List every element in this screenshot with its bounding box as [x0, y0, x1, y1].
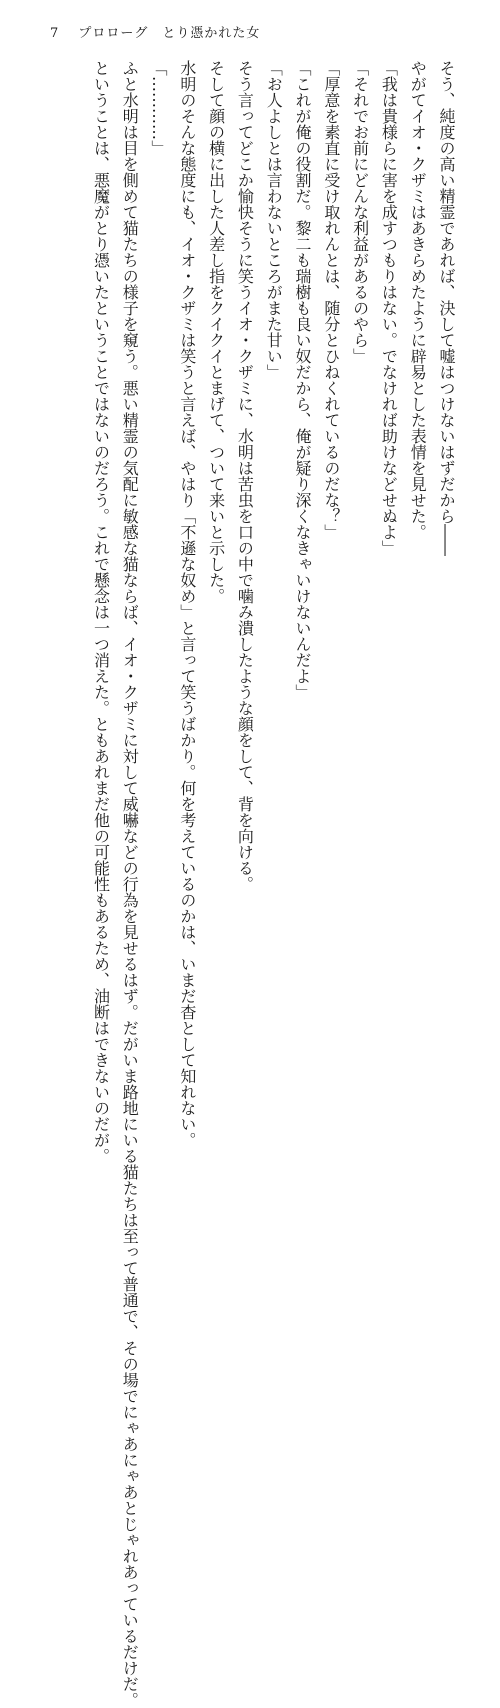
vertical-body-text: [45, 60, 460, 1708]
text-line-12: ふと水明は目を側めて猫たちの様子を窺う。悪い精霊の気配に敏感な猫ならば、イオ・クザミに対して威嚇などの行為を見せるはず。だがいま路地にいる猫たちは至って普通で、その場でにゃあにゃあとじゃれあっているだけだ。: [120, 60, 140, 1708]
text-line-13: ということは、悪魔がとり憑いたということではないのだろう。これで懸念は一つ消えた。ともあれまだ他の可能性もあるため、油断はできないのだが。: [91, 60, 111, 1164]
text-line-9: そして顔の横に出した人差し指をクイクイとまげて、ついて来いと示した。: [206, 60, 226, 604]
text-line-11: 「…………」: [149, 60, 169, 156]
text-line-2: やがてイオ・クザミはあきらめたように辟易とした表情を見せた。: [408, 60, 428, 540]
text-line-3: 「我は貴様らに害を成すつもりはない。でなければ助けなどせぬよ」: [379, 60, 399, 556]
chapter-title: プロローグ とり憑かれた女: [78, 26, 261, 41]
running-header: [50, 22, 260, 41]
text-line-6: 「これが俺の役割だ。黎二も瑞樹も良い奴だから、俺が疑り深くなきゃいけないんだよ」: [293, 60, 313, 700]
page-number: 7: [50, 26, 60, 41]
text-line-1: そう、純度の高い精霊であれば、決して嘘はつけないはずだから――: [437, 60, 456, 556]
text-line-5: 「厚意を素直に受け取れんとは、随分とひねくれているのだな？」: [321, 60, 341, 540]
text-line-10: 水明のそんな態度にも、イオ・クザミは笑うと言えば、やはり「不遜な奴め」と言って笑うばかり。何を考えているのかは、いまだ杳として知れない。: [177, 60, 197, 1148]
text-line-7: 「お人よしとは言わないところがまた甘い」: [264, 60, 284, 380]
text-line-8: そう言ってどこか愉快そうに笑うイオ・クザミに、水明は苦虫を口の中で噛み潰したような顔をして、背を向ける。: [235, 60, 255, 892]
text-line-4: 「それでお前にどんな利益があるのやら」: [350, 60, 370, 364]
